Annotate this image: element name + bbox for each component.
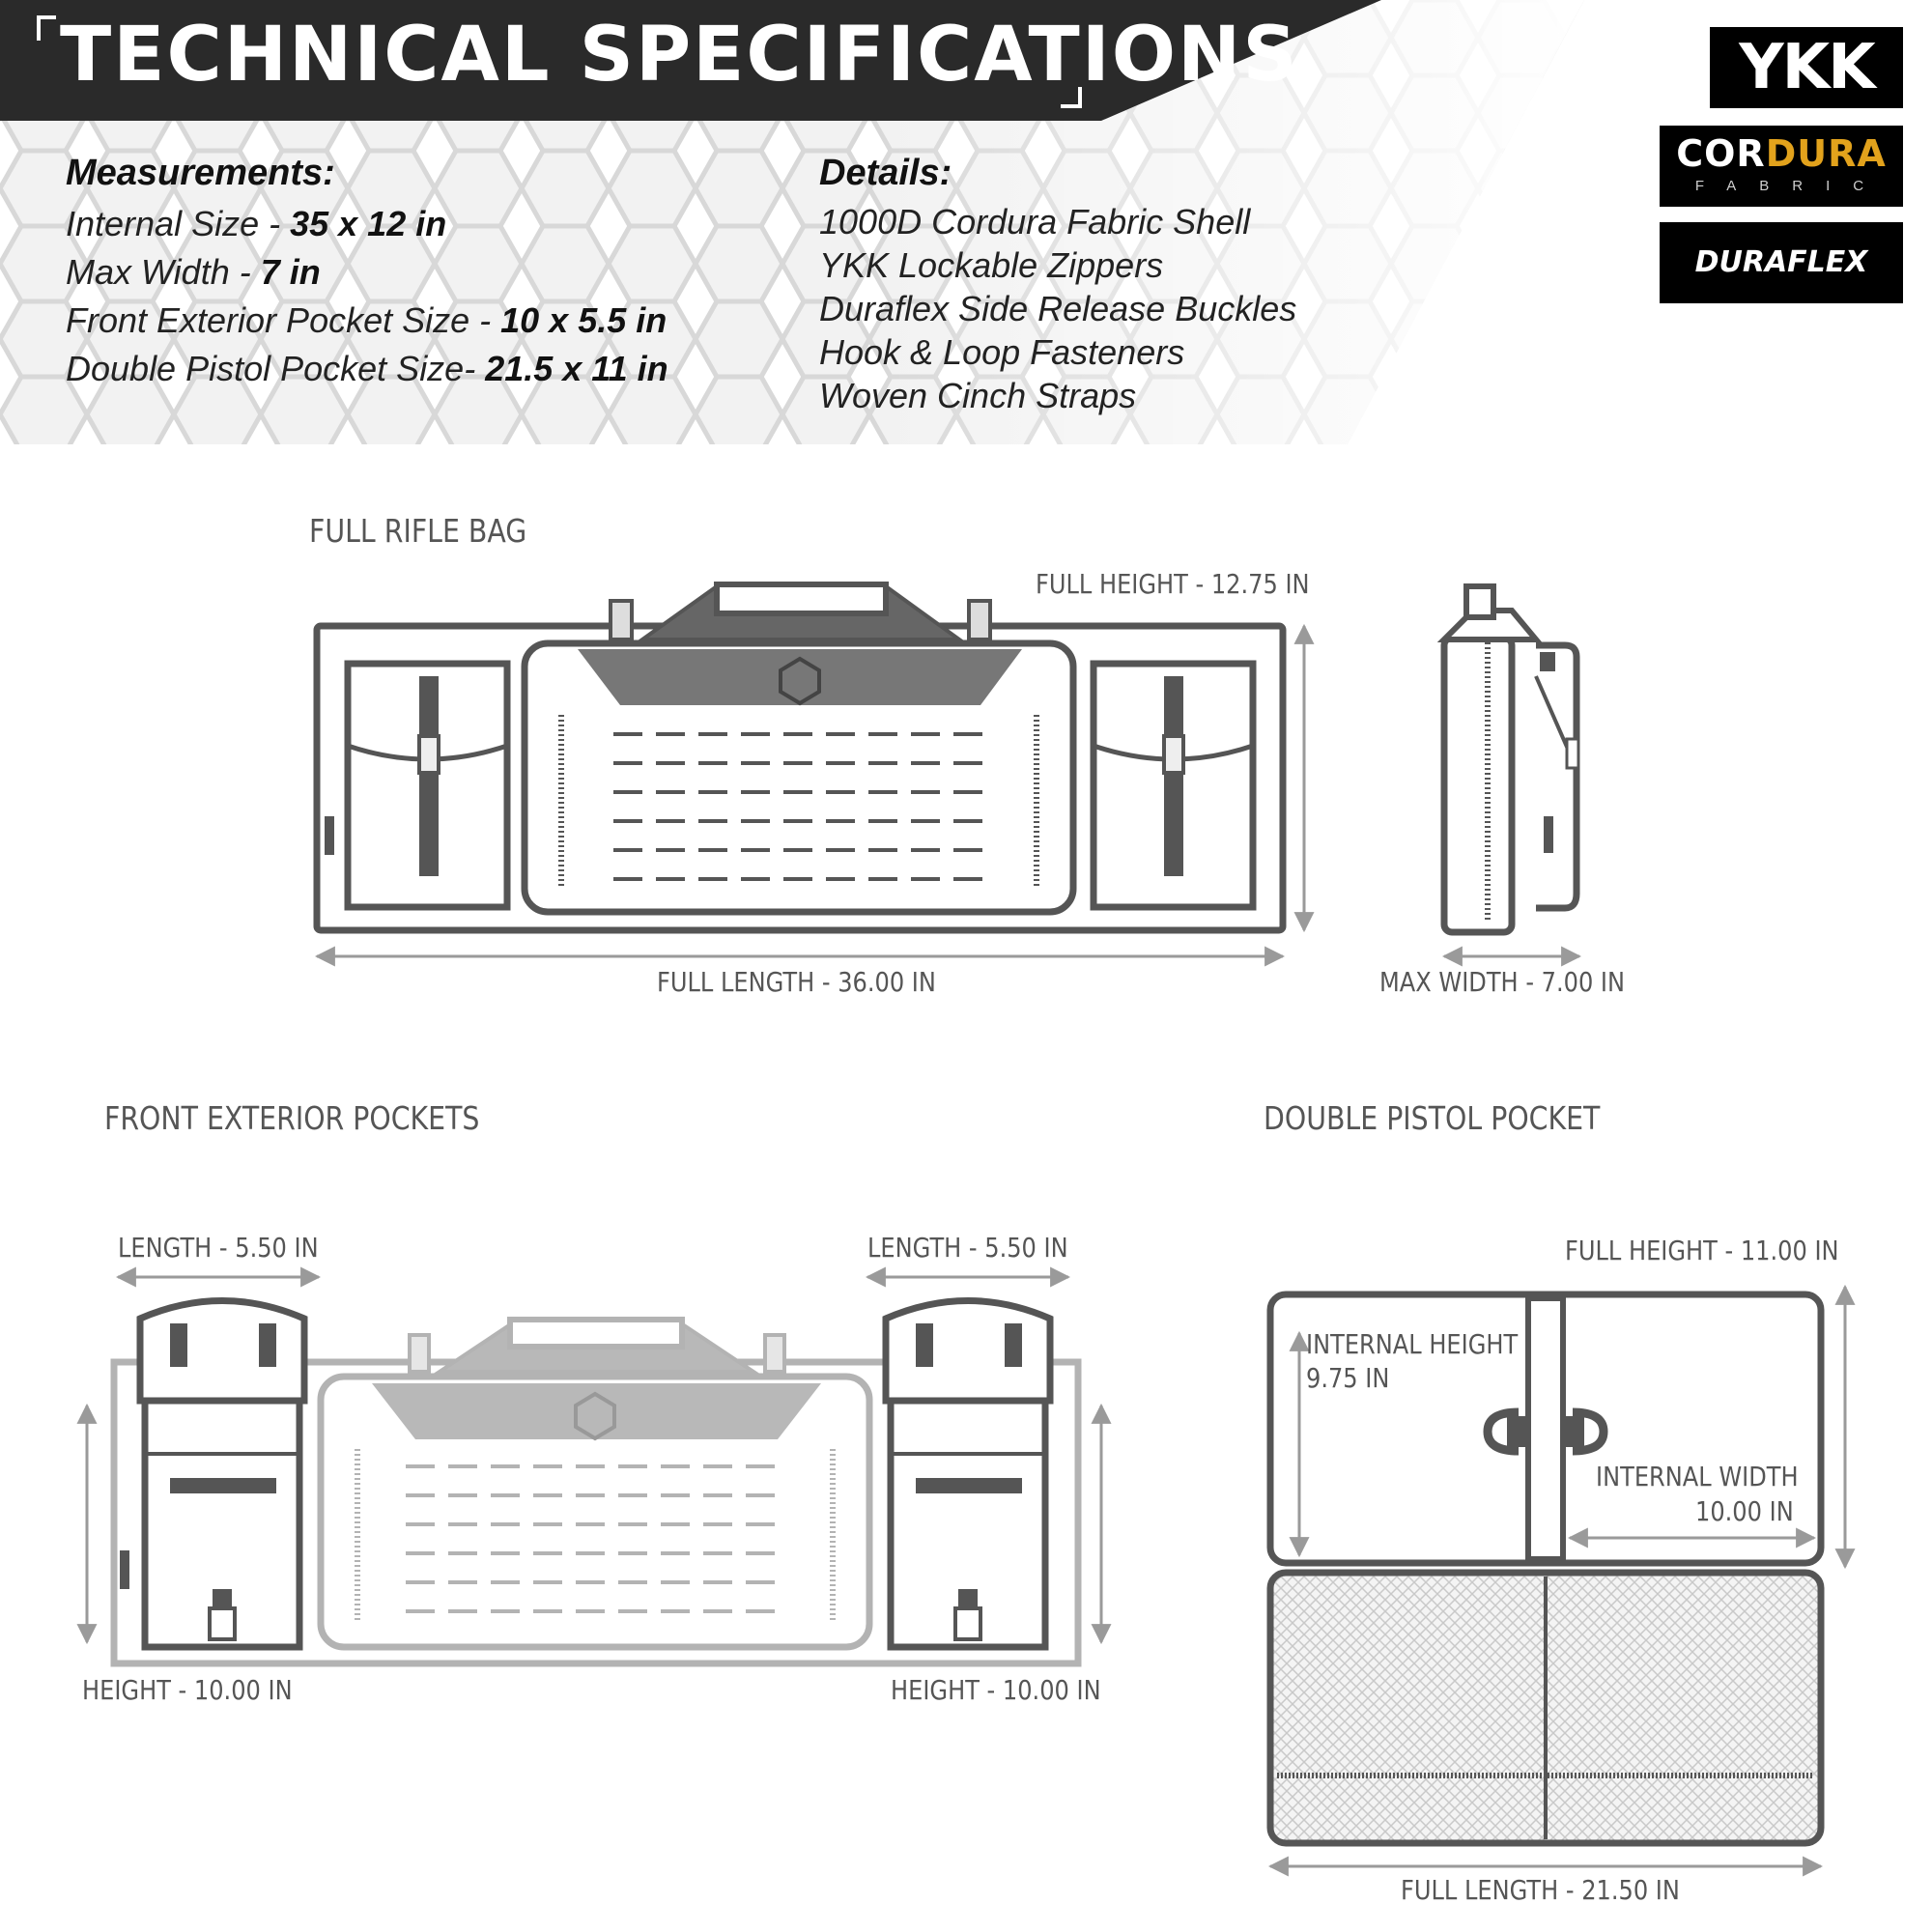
measurements-heading: Measurements:	[66, 153, 335, 193]
detail-item: Duraflex Side Release Buckles	[819, 289, 1297, 328]
internal-width-value: 10.00 IN	[1695, 1495, 1794, 1527]
detail-item: YKK Lockable Zippers	[819, 245, 1164, 285]
detail-item: 1000D Cordura Fabric Shell	[819, 202, 1251, 242]
measurement-item: Front Exterior Pocket Size - 10 x 5.5 in	[66, 300, 668, 340]
rifle-bag-side-drawing	[1444, 586, 1578, 932]
front-pockets-drawing	[114, 1301, 1078, 1664]
front-pockets-title: FRONT EXTERIOR POCKETS	[104, 1099, 480, 1137]
duraflex-logo: DURAFLEX	[1660, 222, 1903, 303]
pocket-height-right-label: HEIGHT - 10.00 IN	[891, 1674, 1101, 1706]
rifle-full-length-label: FULL LENGTH - 36.00 IN	[657, 966, 936, 998]
internal-width-label: INTERNAL WIDTH	[1596, 1461, 1799, 1492]
ykk-logo: YKK	[1710, 27, 1903, 108]
detail-item: Hook & Loop Fasteners	[819, 332, 1185, 372]
page-title: TECHNICAL SPECIFICATIONS	[60, 12, 1299, 99]
rifle-bag-front-drawing	[317, 584, 1283, 930]
pocket-length-left-label: LENGTH - 5.50 IN	[118, 1232, 319, 1264]
rifle-bag-title: FULL RIFLE BAG	[309, 512, 527, 550]
rifle-full-height-label: FULL HEIGHT - 12.75 IN	[1036, 568, 1310, 600]
detail-item: Woven Cinch Straps	[819, 376, 1137, 415]
pocket-height-left-label: HEIGHT - 10.00 IN	[82, 1674, 293, 1706]
pistol-pocket-title: DOUBLE PISTOL POCKET	[1264, 1099, 1601, 1137]
pocket-length-right-label: LENGTH - 5.50 IN	[867, 1232, 1068, 1264]
pistol-full-length-label: FULL LENGTH - 21.50 IN	[1401, 1874, 1680, 1906]
measurement-item: Max Width - 7 in	[66, 252, 321, 292]
measurement-item: Double Pistol Pocket Size- 21.5 x 11 in	[66, 349, 668, 388]
internal-height-label: INTERNAL HEIGHT	[1306, 1328, 1519, 1360]
max-width-label: MAX WIDTH - 7.00 IN	[1379, 966, 1626, 998]
details-heading: Details:	[819, 153, 952, 193]
internal-height-value: 9.75 IN	[1306, 1362, 1390, 1394]
measurement-item: Internal Size - 35 x 12 in	[66, 204, 447, 243]
pistol-full-height-label: FULL HEIGHT - 11.00 IN	[1565, 1235, 1839, 1266]
cordura-logo: CORDURA FABRIC	[1660, 126, 1903, 207]
